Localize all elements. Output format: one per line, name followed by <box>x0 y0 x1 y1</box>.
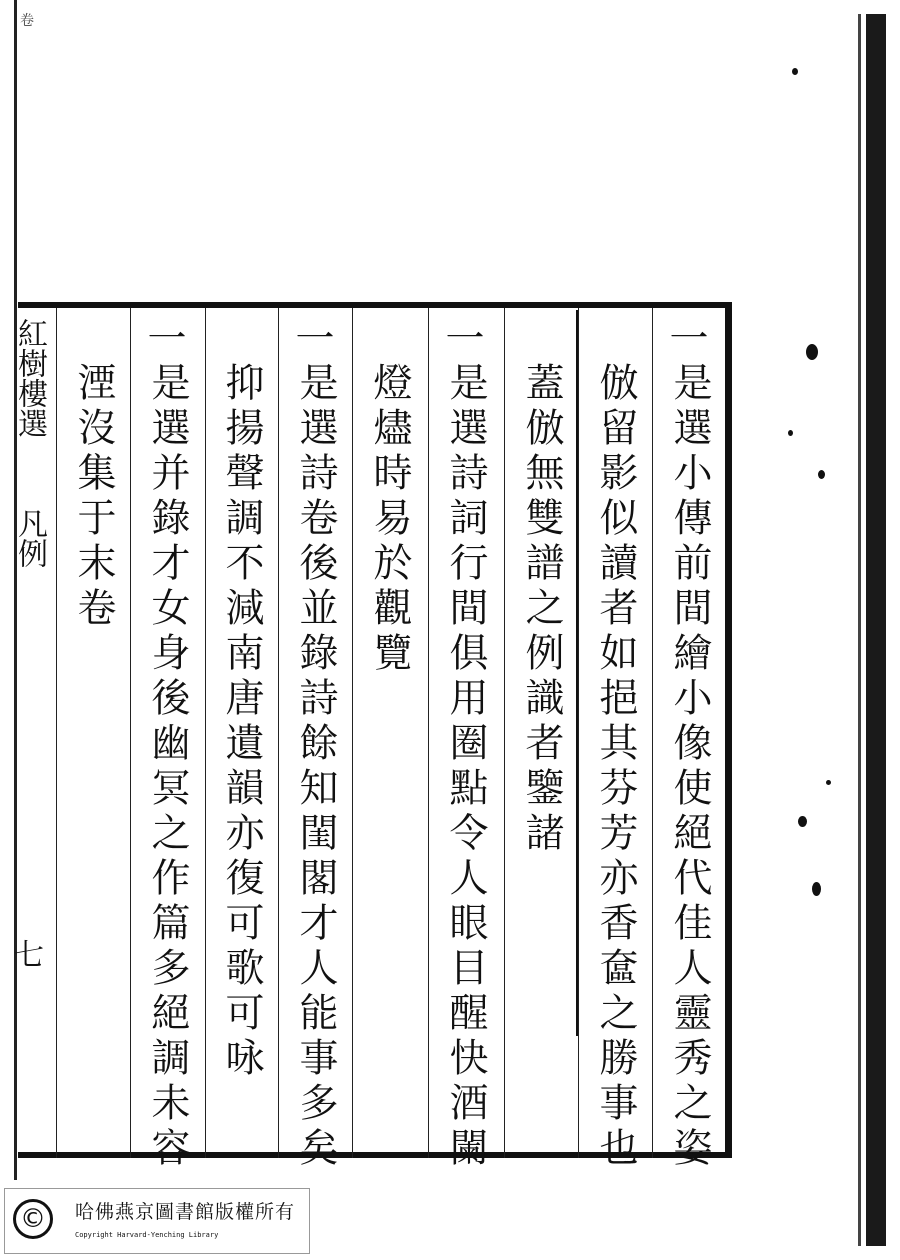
copyright-stamp <box>4 1188 310 1254</box>
column-text: 是選詩卷後並錄詩餘知閨閣才人能事多矣 <box>293 362 338 1172</box>
column-rule <box>652 308 653 1158</box>
corner-mark: 卷 <box>20 13 34 29</box>
fore-edge-title <box>12 318 47 568</box>
column-text: 蓋倣無雙譜之例識者鑒諸 <box>519 362 564 857</box>
ink-speck <box>812 882 821 896</box>
column-text: 燈燼時易於觀覽 <box>367 362 412 677</box>
column-text: 抑揚聲調不減南唐遺韻亦復可歌可咏 <box>219 362 264 1082</box>
ink-speck <box>792 68 798 75</box>
bullet-mark: 一 <box>295 317 335 362</box>
column-text: 是選詩詞行間俱用圈點令人眼目醒快酒闌 <box>443 362 488 1172</box>
ink-speck <box>826 780 831 785</box>
column-rule <box>130 308 131 1158</box>
copyright-english: Copyright Harvard-Yenching Library <box>75 1231 219 1239</box>
column-rule <box>278 308 279 1158</box>
column-rule <box>504 308 505 1158</box>
ink-speck <box>818 470 825 479</box>
bullet-mark: 一 <box>445 317 485 362</box>
text-column-6 <box>290 318 340 1172</box>
column-text: 倣留影似讀者如挹其芬芳亦香奩之勝事也 <box>593 362 638 1172</box>
text-column-7 <box>216 362 266 1082</box>
column-text: 是選并錄才女身後幽冥之作篇多絕調未容 <box>145 362 190 1172</box>
right-binding-line <box>858 14 861 1246</box>
text-column-5 <box>364 362 414 677</box>
edge-book-title: 紅樹樓選 <box>12 318 47 438</box>
copyright-icon: © <box>13 1199 53 1239</box>
bullet-mark: 一 <box>669 317 709 362</box>
column-rule <box>352 308 353 1158</box>
left-binding-edge <box>14 0 17 1180</box>
column-rule <box>56 308 57 1158</box>
text-column-9 <box>68 362 118 632</box>
ink-speck <box>788 430 793 436</box>
text-column-2 <box>590 362 640 1172</box>
column-text: 是選小傳前間繪小像使絕代佳人靈秀之姿 <box>667 362 712 1172</box>
text-column-4 <box>440 318 490 1172</box>
text-column-3 <box>516 362 566 857</box>
text-column-1 <box>664 318 714 1172</box>
right-binding-edge <box>866 14 886 1246</box>
column-rule <box>205 308 206 1158</box>
column-text: 湮沒集于末卷 <box>71 362 116 632</box>
column-rule-thick <box>576 310 578 1036</box>
edge-section-title: 凡例 <box>12 508 47 568</box>
copyright-chinese: 哈佛燕京圖書館版權所有 <box>75 1201 296 1223</box>
folio-number: 七 <box>14 938 44 973</box>
column-rule <box>428 308 429 1158</box>
ink-speck <box>806 344 818 360</box>
ink-speck <box>798 816 807 827</box>
bullet-mark: 一 <box>147 317 187 362</box>
column-rule <box>578 308 579 1158</box>
text-column-8 <box>142 318 192 1172</box>
